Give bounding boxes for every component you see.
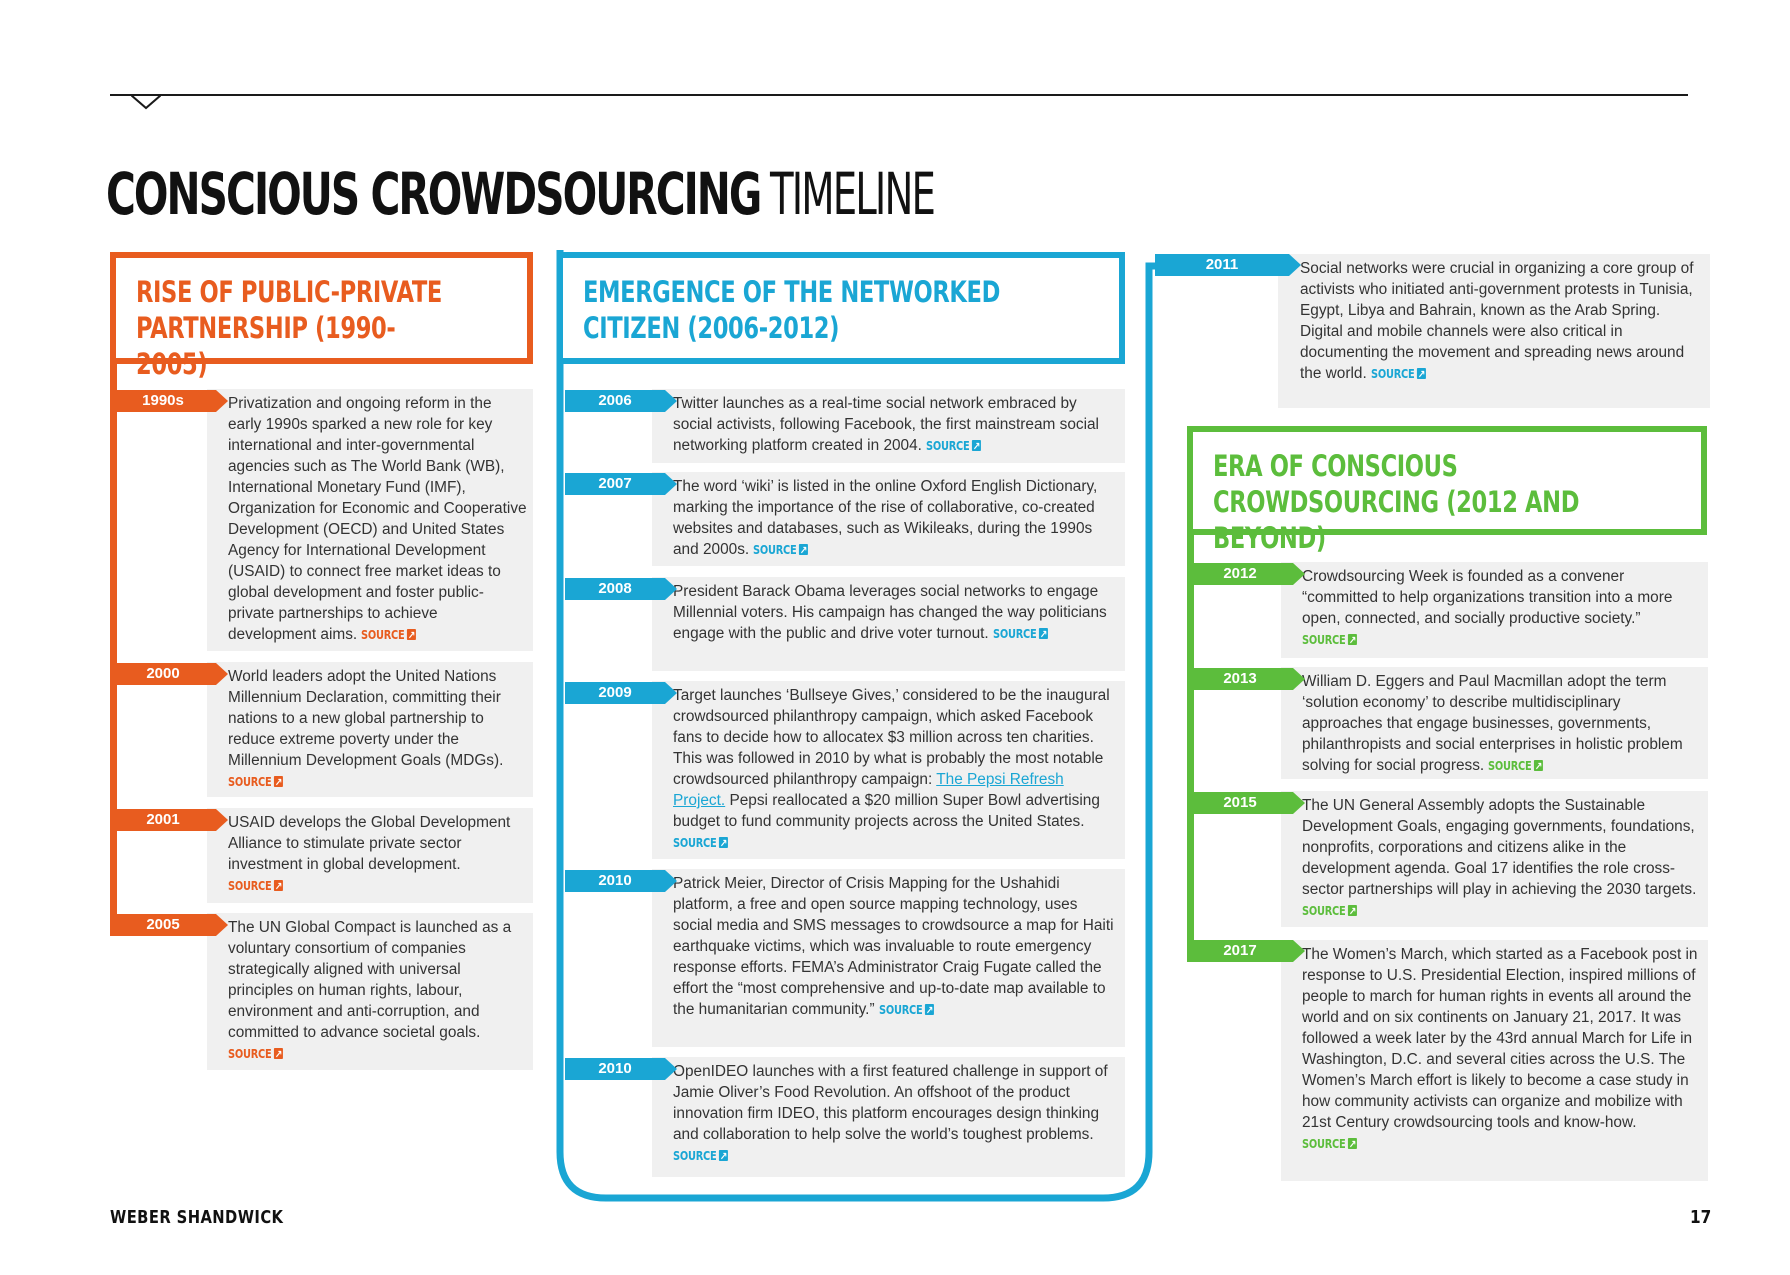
source-link[interactable]: SOURCE↗: [228, 876, 283, 897]
year-tag: 2000: [110, 663, 216, 685]
list-item: Privatization and ongoing reform in the early 1990s sparked a new role for key international and inter-governmental agencies such as The World Bank (WB), International Monetary Fund (IMF), Organization for Economic and Cooperative Development (OECD) and United States Agency for International Development (USAID) to connect free market ideas to global development and foster public-private partnerships to achieve development aims. SOURCE↗: [207, 389, 533, 651]
source-link[interactable]: SOURCE↗: [993, 624, 1048, 645]
source-link[interactable]: SOURCE↗: [228, 772, 283, 793]
external-link-icon: [719, 1150, 728, 1161]
year-tag: 2010: [565, 1058, 665, 1080]
list-item: The word ‘wiki’ is listed in the online Oxford English Dictionary, marking the importance of the rise of collaborative, co-created websites and databases, such as Wikileaks, during the 1990s and 2000s. SOURCE↗: [652, 472, 1125, 566]
external-link-icon: [1348, 634, 1357, 645]
title-bold: CONSCIOUS CROWDSOURCING: [106, 160, 761, 228]
pepsi-refresh-link[interactable]: The Pepsi Refresh Project.: [673, 771, 1064, 809]
notch-icon: [131, 94, 161, 110]
list-item: The Women’s March, which started as a Facebook post in response to U.S. Presidential Election, inspired millions of people to march for human rights in events all around the world and on six continents on January 21, 2017. It was followed a week later by the 43rd annual March for Life in Washington, D.C. and several cities across the U.S. The Women’s March effort is likely to become a case study in how community activists can organize and mobilize with 21st Century crowdsourcing tools and know-how. SOURCE↗: [1281, 940, 1708, 1181]
col2-heading: EMERGENCE OF THE NETWORKED CITIZEN (2006-2012): [583, 275, 1000, 345]
external-link-icon: [274, 776, 283, 787]
external-link-icon: [972, 440, 981, 451]
col3-heading-box: [1187, 426, 1707, 555]
source-link[interactable]: SOURCE↗: [1302, 630, 1357, 651]
source-link[interactable]: SOURCE↗: [1302, 1134, 1357, 1155]
year-tag: 2010: [565, 870, 665, 892]
source-link[interactable]: SOURCE↗: [673, 1146, 728, 1167]
external-link-icon: [719, 837, 728, 848]
external-link-icon: [1348, 1138, 1357, 1149]
year-tag: 2012: [1187, 563, 1293, 585]
list-item: Social networks were crucial in organizing a core group of activists who initiated anti-government protests in Tunisia, Egypt, Libya and Bahrain, known as the Arab Spring. Digital and mobile channels were also critical in documenting the movement and spreading news around the world. SOURCE↗: [1278, 254, 1710, 408]
footer-brand: WEBER SHANDWICK: [110, 1207, 284, 1228]
source-link[interactable]: SOURCE↗: [1371, 364, 1426, 385]
external-link-icon: [274, 880, 283, 891]
col1-heading-box: [110, 252, 533, 381]
year-tag: 2005: [110, 914, 216, 936]
list-item: Target launches ‘Bullseye Gives,’ considered to be the inaugural crowdsourced philanthropy campaign, which asked Facebook fans to decide how to allocatex $3 million across ten charities. This was followed in 2010 by what is probably the most notable crowdsourced philanthropy campaign: The Pepsi Refresh Project. Pepsi reallocated a $20 million Super Bowl advertising budget to fund community projects across the United States. SOURCE↗: [652, 681, 1125, 859]
external-link-icon: [1534, 760, 1543, 771]
external-link-icon: [1039, 628, 1048, 639]
title-light: TIMELINE: [770, 160, 935, 228]
source-link[interactable]: SOURCE↗: [361, 625, 416, 646]
source-link[interactable]: SOURCE↗: [673, 833, 728, 854]
year-tag: 2009: [565, 682, 665, 704]
year-tag: 1990s: [110, 390, 216, 412]
page-number: 17: [1690, 1207, 1712, 1228]
source-link[interactable]: SOURCE↗: [228, 1044, 283, 1065]
page-title: [106, 160, 945, 228]
year-tag: 2001: [110, 809, 216, 831]
external-link-icon: [1348, 905, 1357, 916]
list-item: The UN General Assembly adopts the Sustainable Development Goals, engaging governments, foundations, nonprofits, corporations and citizens alike in the development agenda. Goal 17 identifies the role cross-sector partnerships will play in achieving the 2030 targets. SOURCE↗: [1281, 791, 1708, 927]
list-item: OpenIDEO launches with a first featured challenge in support of Jamie Oliver’s Food Revolution. An offshoot of the product innovation firm IDEO, this platform encourages design thinking and collaboration to help solve the world’s toughest problems. SOURCE↗: [652, 1057, 1125, 1177]
list-item: President Barack Obama leverages social networks to engage Millennial voters. His campaign has changed the way politicians engage with the public and drive voter turnout. SOURCE↗: [652, 577, 1125, 671]
external-link-icon: [1417, 368, 1426, 379]
source-link[interactable]: SOURCE↗: [879, 1000, 934, 1021]
external-link-icon: [274, 1048, 283, 1059]
external-link-icon: [799, 544, 808, 555]
list-item: World leaders adopt the United Nations Millennium Declaration, committing their nations to a new global partnership to reduce extreme poverty under the Millennium Development Goals (MDGs). SOURCE↗: [207, 662, 533, 797]
list-item: USAID develops the Global Development Alliance to stimulate private sector investment in global development. SOURCE↗: [207, 808, 533, 903]
list-item: Crowdsourcing Week is founded as a convener “committed to help organizations transition into a more open, connected, and socially productive society.” SOURCE↗: [1281, 562, 1708, 658]
col1-heading: RISE OF PUBLIC-PRIVATE PARTNERSHIP (1990-2005): [136, 275, 442, 381]
source-link[interactable]: SOURCE↗: [1302, 901, 1357, 922]
year-tag: 2017: [1187, 940, 1293, 962]
list-item: Patrick Meier, Director of Crisis Mapping for the Ushahidi platform, a free and open source mapping technology, uses social media and SMS messages to crowdsource a map for Haiti earthquake victims, which was invaluable to route emergency response efforts. FEMA’s Administrator Craig Fugate called the effort the “most comprehensive and up-to-date map available to the humanitarian community.” SOURCE↗: [652, 869, 1125, 1047]
year-tag: 2015: [1187, 792, 1293, 814]
top-rule: [110, 94, 1688, 96]
year-tag: 2006: [565, 390, 665, 412]
external-link-icon: [925, 1004, 934, 1015]
year-tag: 2011: [1155, 254, 1289, 276]
year-tag: 2008: [565, 578, 665, 600]
source-link[interactable]: SOURCE↗: [1488, 756, 1543, 777]
year-tag: 2007: [565, 473, 665, 495]
col3-heading: ERA OF CONSCIOUS CROWDSOURCING (2012 AND BEYOND): [1213, 449, 1580, 555]
list-item: The UN Global Compact is launched as a voluntary consortium of companies strategically aligned with universal principles on human rights, labour, environment and anti-corruption, and committed to advance societal goals. SOURCE↗: [207, 913, 533, 1070]
list-item: William D. Eggers and Paul Macmillan adopt the term ‘solution economy’ to describe multidisciplinary approaches that engage businesses, governments, philanthropists and social enterprises in holistic problem solving for social progress. SOURCE↗: [1281, 667, 1708, 779]
source-link[interactable]: SOURCE↗: [926, 436, 981, 457]
year-tag: 2013: [1187, 668, 1293, 690]
list-item: Twitter launches as a real-time social network embraced by social activists, following Facebook, the first mainstream social networking platform created in 2004. SOURCE↗: [652, 389, 1125, 463]
col2-heading-box: [557, 252, 1125, 364]
source-link[interactable]: SOURCE↗: [753, 540, 808, 561]
external-link-icon: [407, 629, 416, 640]
